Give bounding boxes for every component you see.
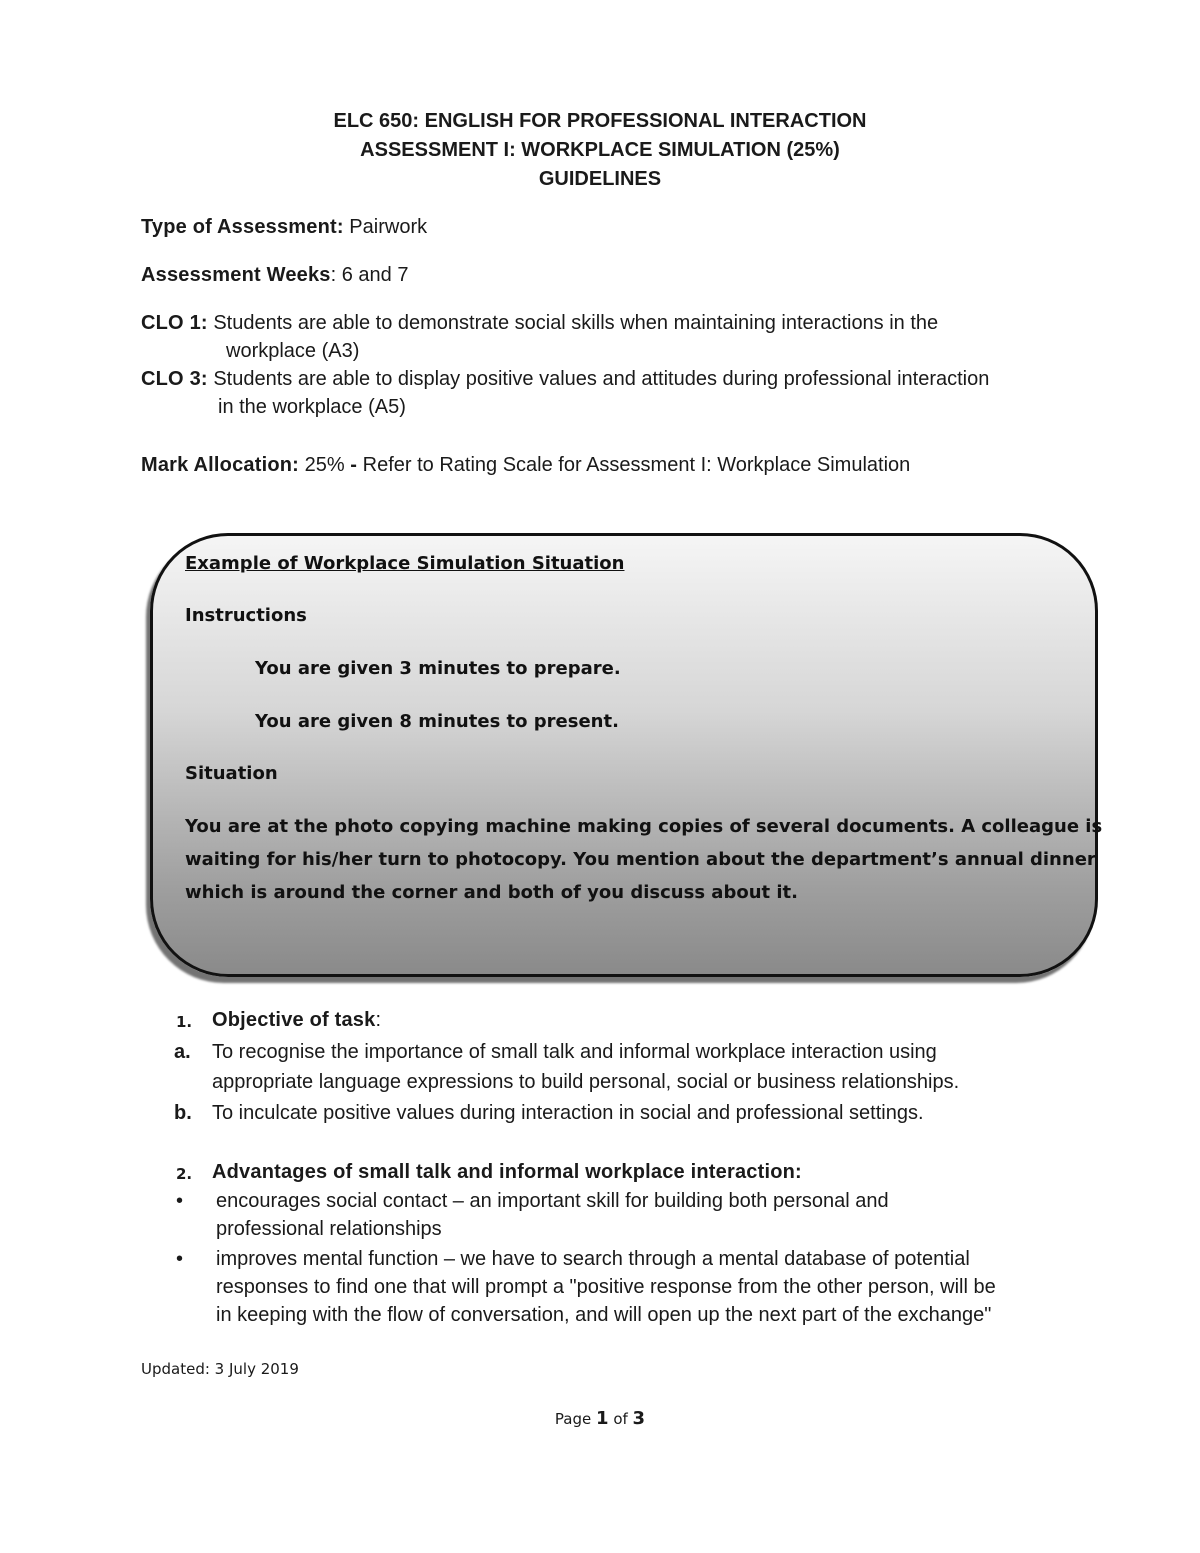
clo1-text-cont: workplace (A3) xyxy=(226,340,360,362)
section2-number xyxy=(176,1162,192,1185)
section1-number xyxy=(176,1010,192,1033)
instructions-heading: Instructions xyxy=(185,605,307,626)
section2-item1-line2: professional relationships xyxy=(216,1218,442,1240)
updated-date: Updated: 3 July 2019 xyxy=(141,1360,299,1378)
situation-text-line1: You are at the photo copying machine making copies of several documents. A colleague is xyxy=(185,816,1103,837)
clo1 xyxy=(141,312,938,335)
situation-text-line2: waiting for his/her turn to photocopy. You mention about the department’s annual dinner xyxy=(185,849,1096,870)
section1-b-marker: b. xyxy=(174,1102,192,1124)
page-of-word: of xyxy=(608,1410,633,1428)
section2-item2-line3: in keeping with the flow of conversation, and will open up the next part of the exchange" xyxy=(216,1304,992,1326)
example-situation-box xyxy=(150,533,1098,977)
section2-item2-line1: improves mental function – we have to search through a mental database of potential xyxy=(216,1248,970,1270)
clo3-label: CLO 3: xyxy=(141,368,208,390)
section2-number-text: 2. xyxy=(176,1165,193,1183)
section1-a-text-line2: appropriate language expressions to build personal, social or business relationships. xyxy=(212,1071,960,1093)
section2-heading: Advantages of small talk and informal workplace interaction: xyxy=(212,1161,802,1183)
assessment-type-value: Pairwork xyxy=(343,216,428,238)
section1-a-marker: a. xyxy=(174,1041,191,1063)
assessment-weeks-value: : 6 and 7 xyxy=(330,264,409,286)
section1-b-text: To inculcate positive values during interaction in social and professional settings. xyxy=(212,1102,924,1124)
assessment-weeks xyxy=(141,264,408,287)
section2-item1-line1: encourages social contact – an important skill for building both personal and xyxy=(216,1190,889,1212)
clo3 xyxy=(141,368,989,391)
page-word: Page xyxy=(554,1410,597,1428)
clo3-text-cont: in the workplace (A5) xyxy=(218,396,406,418)
mark-allocation-percent: 25% xyxy=(299,454,351,476)
instruction-present: You are given 8 minutes to present. xyxy=(255,711,619,732)
section1-heading-text: Objective of task xyxy=(212,1009,376,1031)
clo3-text: Students are able to display positive values and attitudes during professional interaction xyxy=(207,368,990,390)
situation-heading: Situation xyxy=(185,763,278,784)
bullet-icon: • xyxy=(176,1190,184,1212)
assessment-type xyxy=(141,216,427,239)
clo1-text: Students are able to demonstrate social skills when maintaining interactions in the xyxy=(207,312,939,334)
mark-allocation-value: Refer to Rating Scale for Assessment I: Workplace Simulation xyxy=(357,454,911,476)
doc-guidelines-heading: GUIDELINES xyxy=(538,168,662,190)
assessment-type-label: Type of Assessment: xyxy=(141,216,344,238)
example-box-title: Example of Workplace Simulation Situation xyxy=(185,553,625,574)
page-current: 1 xyxy=(596,1408,609,1429)
page-total: 3 xyxy=(632,1408,646,1429)
doc-subtitle: ASSESSMENT I: WORKPLACE SIMULATION (25%) xyxy=(360,139,840,161)
instruction-prepare: You are given 3 minutes to prepare. xyxy=(255,658,621,679)
clo1-label: CLO 1: xyxy=(141,312,208,334)
doc-title: ELC 650: ENGLISH FOR PROFESSIONAL INTERACTION xyxy=(333,110,867,132)
page-number xyxy=(0,1408,1200,1429)
section1-a-text-line1: To recognise the importance of small talk and informal workplace interaction using xyxy=(212,1041,937,1063)
mark-allocation-label: Mark Allocation: xyxy=(141,454,300,476)
bullet-icon: • xyxy=(176,1248,184,1270)
section2-item2-line2: responses to find one that will prompt a "positive response from the other person, will be xyxy=(216,1276,996,1298)
assessment-weeks-label: Assessment Weeks xyxy=(141,264,331,286)
mark-allocation xyxy=(141,454,910,477)
section1-heading xyxy=(212,1009,381,1032)
situation-text-line3: which is around the corner and both of you discuss about it. xyxy=(185,882,798,903)
section1-heading-colon: : xyxy=(375,1009,382,1031)
section1-number-text: 1. xyxy=(176,1013,193,1031)
mark-allocation-dash: - xyxy=(350,454,358,476)
